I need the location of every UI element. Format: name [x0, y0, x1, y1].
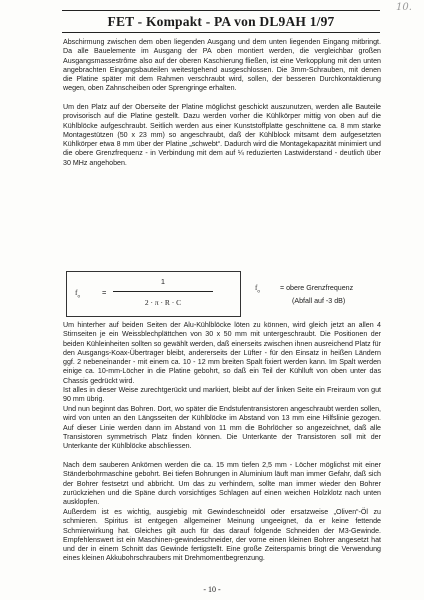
paragraph: Um den Platz auf der Oberseite der Platine möglichst geschickt auszunutzen, werden alle Bauteile provisorisch auf die Platine gestellt. Dazu werden vorher die Kühlkörper mittig von oben auf die Kühlblöcke aufgeschraubt. Seitlich werden aus einer Kunststoffplatte geschnittene ca. 8 mm starke Montagestützen (50 x 23 mm) so angeschraubt, daß der Kühlblock mitsamt dem aufgesetzten Kühlkörper etwa 8 mm über der Platine „schwebt“. Dadurch wird die Montagekapazität minimiert und die obere Grenzfrequenz - in Verbindung mit dem auf ¼ reduzierten Lastwiderstand - deutlich über 30 MHz angehoben.	[63, 103, 381, 167]
formula-description-symbol: $f_o$	[255, 284, 260, 295]
formula-denominator: 2 · π · R · C	[144, 298, 182, 307]
formula-description	[255, 284, 353, 306]
formula-description-line-2: (Abfall auf -3 dB)	[292, 296, 346, 305]
header-rule-bottom	[62, 32, 380, 33]
header-title: FET - Kompakt - PA von DL9AH 1/97	[107, 14, 335, 29]
paragraph: Abschirmung zwischen dem oben liegenden Ausgang und dem unten liegenden Eingang mitbringt. Da alle Bauelemente im Ausgang der PA oben montiert werden, die vergleichbar großen Ausgangsmassestrôme also auf der oberen Kaschierung fließen, ist eine Verkopplung mit den unten angebrachten Eingangsbauteilen weitestgehend ausgeschlossen. Die 3mm-Schrauben, mit denen die Platine später mit dem Rahmen verschraubt wird, sollen, der besseren Durchkontaktierung wegen, oben Zahnscheiben oder Sprengringe erhalten.	[63, 38, 381, 93]
paragraph: Ist alles in dieser Weise zurechtgerückt und markiert, bleibt auf der linken Seite ein Freiraum von gut 90 mm übrig.	[63, 386, 381, 404]
formula-fraction-bar	[113, 291, 213, 292]
handwritten-page-number: 10.	[396, 2, 412, 13]
header-rule-top	[62, 10, 380, 11]
footer-page-number: - 10 -	[203, 585, 221, 594]
formula-equals: =	[102, 288, 107, 297]
paragraph: Und nun beginnt das Bohren. Dort, wo später die Endstufentransistoren angeschraubt werden sollen, wird von unten an den Längsseiten der Kühlblöcke im Abstand von 13 mm eine Hilfslinie gezogen. Auf dieser Linie werden dann im Abstand von 11 mm die Bohrlöcher so angezeichnet, daß alle Transistoren symmetrisch Platz finden können. Die Unterkante der Transistoren soll mit der Unterkante der Kühlblöcke abschliessen.	[63, 405, 381, 450]
formula-symbol: $f_o$	[75, 288, 80, 300]
paragraph: Nach dem sauberen Ankörnen werden die ca. 15 mm tiefen 2,5 mm - Löcher möglichst mit einer Ständerbohrmaschine gebohrt. Bei tiefen Bohrungen in Aluminium läuft man immer Gefahr, daß sich der Bohrer festsetzt und abbricht. Um das zu verhindern, sollte man immer wieder den Bohrer zurückziehen und die Späne durch vorsichtiges Schlagen auf einen weichen Holzklotz nach unten ausklopfen.	[63, 461, 381, 506]
formula-numerator: 1	[160, 277, 166, 286]
formula-box	[66, 271, 241, 317]
paragraph: Außerdem ist es wichtig, ausgiebig mit Gewindeschneidöl oder ersatzweise „Oliven“-Öl zu schmieren. Spiritus ist entgegen allgemeiner Meinung ungeeignet, da er keine fettende Schmierwirkung hat. Gleiches gilt auch für das darauf folgende Schneiden der M3-Gewinde. Empfehlenswert ist ein Maschinen-gewindeschneider, der vorne einen kleinen Bohrer angesetzt hat und der in einem Schnitt das Gewinde fertigstellt. Eine große Zeitersparnis bringt die Verwendung eines kleinen Akkubohrschraubers mit Drehmomentbegrenzung.	[63, 508, 381, 563]
paragraph: Um hinterher auf beiden Seiten der Alu-Kühlblöcke löten zu können, wird gleich jetzt an allen 4 Stirnseiten je ein Weissblechplättchen von 30 x 50 mm mit untergeschraubt. Die Positionen der beiden Kühleinheiten sollten so gewählt werden, daß einerseits zwischen ihnen ausreichend Platz für den Ausgangs-Koax-Übertrager bleibt, andererseits der Lüfter - für den Einsatz in heißen Ländern ggf. 2 nebeneinander - mit einem ca. 10 - 12 mm breiten Spalt fixiert werden kann. Im Spalt werden einige ca. 10-mm-Löcher in die Platine gebohrt, so daß ein Teil der Kühlluft von oben unter das Chassis gedrückt wird.	[63, 321, 381, 385]
formula-description-line-1: = obere Grenzfrequenz	[280, 284, 354, 292]
